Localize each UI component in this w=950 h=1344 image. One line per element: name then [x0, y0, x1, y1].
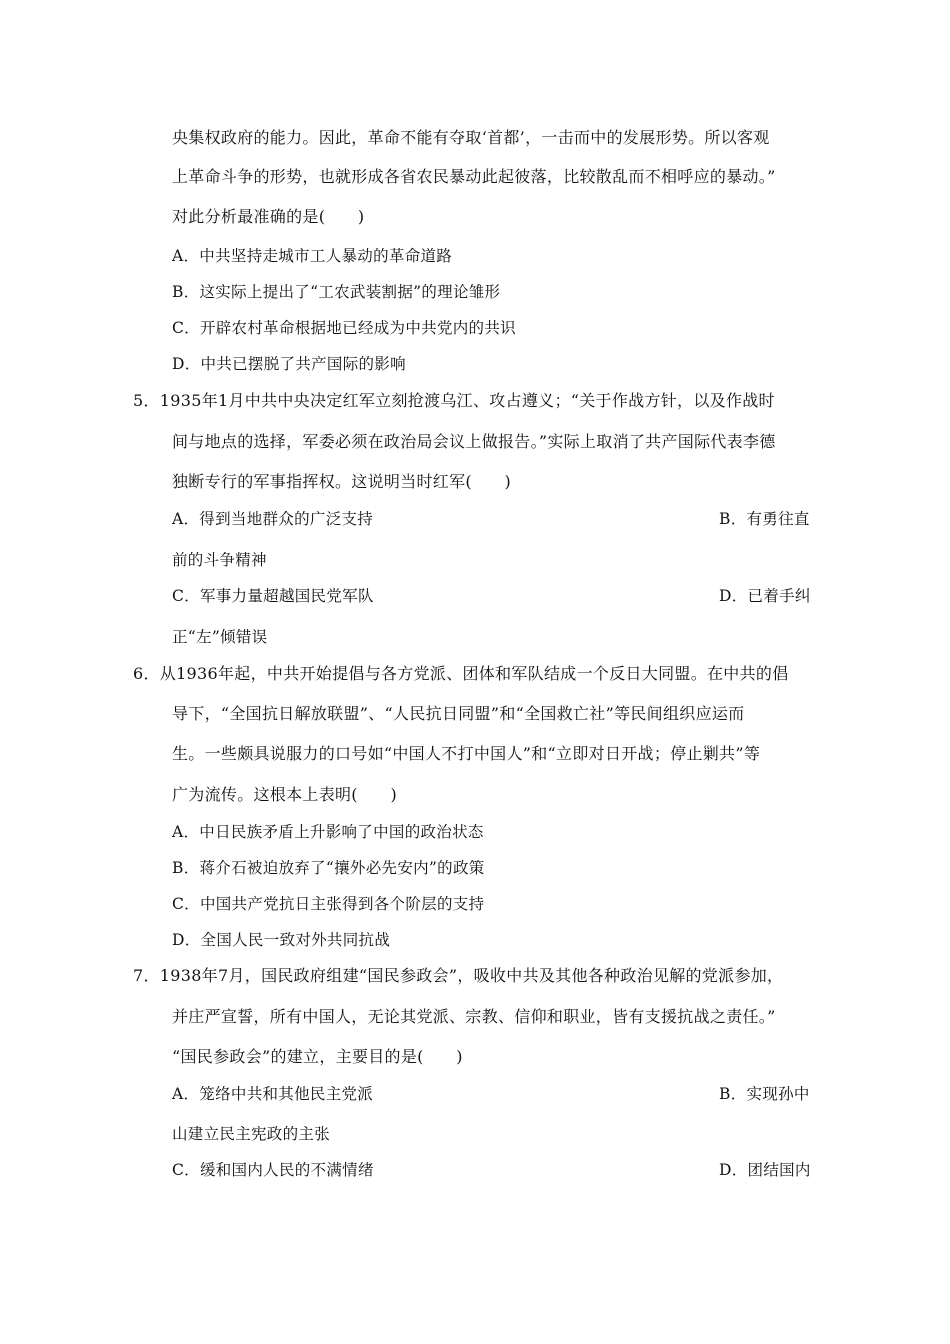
q4-text-line: 上革命斗争的形势，也就形成各省农民暴动此起彼落，比较散乱而不相呼应的暴动。”	[172, 167, 776, 186]
q5-option-b-cont: 前的斗争精神	[172, 551, 267, 569]
q5-option-d: D．已着手纠	[719, 587, 811, 605]
q6-option-d: D．全国人民一致对外共同抗战	[172, 931, 391, 949]
q5-option-d-cont: 正“左”倾错误	[172, 628, 268, 646]
q4-option-d: D．中共已摆脱了共产国际的影响	[172, 355, 406, 373]
q5-text-line: 5．1935年1月中共中央决定红军立刻抢渡乌江、攻占遵义；“关于作战方针，以及作战时	[133, 391, 775, 410]
q5-option-b: B．有勇往直	[719, 510, 810, 528]
q6-option-a: A．中日民族矛盾上升影响了中国的政治状态	[172, 823, 484, 841]
q5-option-c: C．军事力量超越国民党军队	[172, 587, 374, 605]
q5-stem: 独断专行的军事指挥权。这说明当时红军( )	[172, 472, 512, 491]
q7-text-line: 并庄严宣誓，所有中国人，无论其党派、宗教、信仰和职业，皆有支援抗战之责任。”	[172, 1007, 776, 1026]
q4-stem: 对此分析最准确的是( )	[172, 207, 365, 226]
q4-text-line: 央集权政府的能力。因此，革命不能有夺取‘首都’，一击而中的发展形势。所以客观	[172, 128, 770, 147]
q7-option-b: B．实现孙中	[719, 1085, 810, 1103]
q7-option-b-cont: 山建立民主宪政的主张	[172, 1125, 331, 1143]
q6-option-c: C．中国共产党抗日主张得到各个阶层的支持	[172, 895, 485, 913]
q7-stem: “国民参政会”的建立，主要目的是( )	[172, 1047, 463, 1066]
q7-option-c: C．缓和国内人民的不满情绪	[172, 1161, 374, 1179]
q7-text-line: 7．1938年7月，国民政府组建“国民参政会”，吸收中共及其他各种政治见解的党派参加，	[133, 966, 784, 985]
q5-option-a: A．得到当地群众的广泛支持	[172, 510, 374, 528]
q6-option-b: B．蒋介石被迫放弃了“攘外必先安内”的政策	[172, 859, 485, 877]
q4-option-c: C．开辟农村革命根据地已经成为中共党内的共识	[172, 319, 516, 337]
q7-option-a: A．笼络中共和其他民主党派	[172, 1085, 374, 1103]
q4-option-a: A．中共坚持走城市工人暴动的革命道路	[172, 247, 453, 265]
q4-option-b: B．这实际上提出了“工农武装割据”的理论雏形	[172, 283, 501, 301]
q6-text-line: 6．从1936年起，中共开始提倡与各方党派、团体和军队结成一个反日大同盟。在中共的倡	[133, 664, 789, 683]
q7-option-d: D．团结国内	[719, 1161, 811, 1179]
q5-text-line: 间与地点的选择，军委必须在政治局会议上做报告。”实际上取消了共产国际代表李德	[172, 432, 776, 451]
q6-stem: 广为流传。这根本上表明( )	[172, 785, 397, 804]
q6-text-line: 导下，“全国抗日解放联盟”、“人民抗日同盟”和“全国救亡社”等民间组织应运而	[172, 704, 745, 723]
q6-text-line: 生。一些颇具说服力的口号如“中国人不打中国人”和“立即对日开战；停止剿共”等	[172, 744, 761, 763]
